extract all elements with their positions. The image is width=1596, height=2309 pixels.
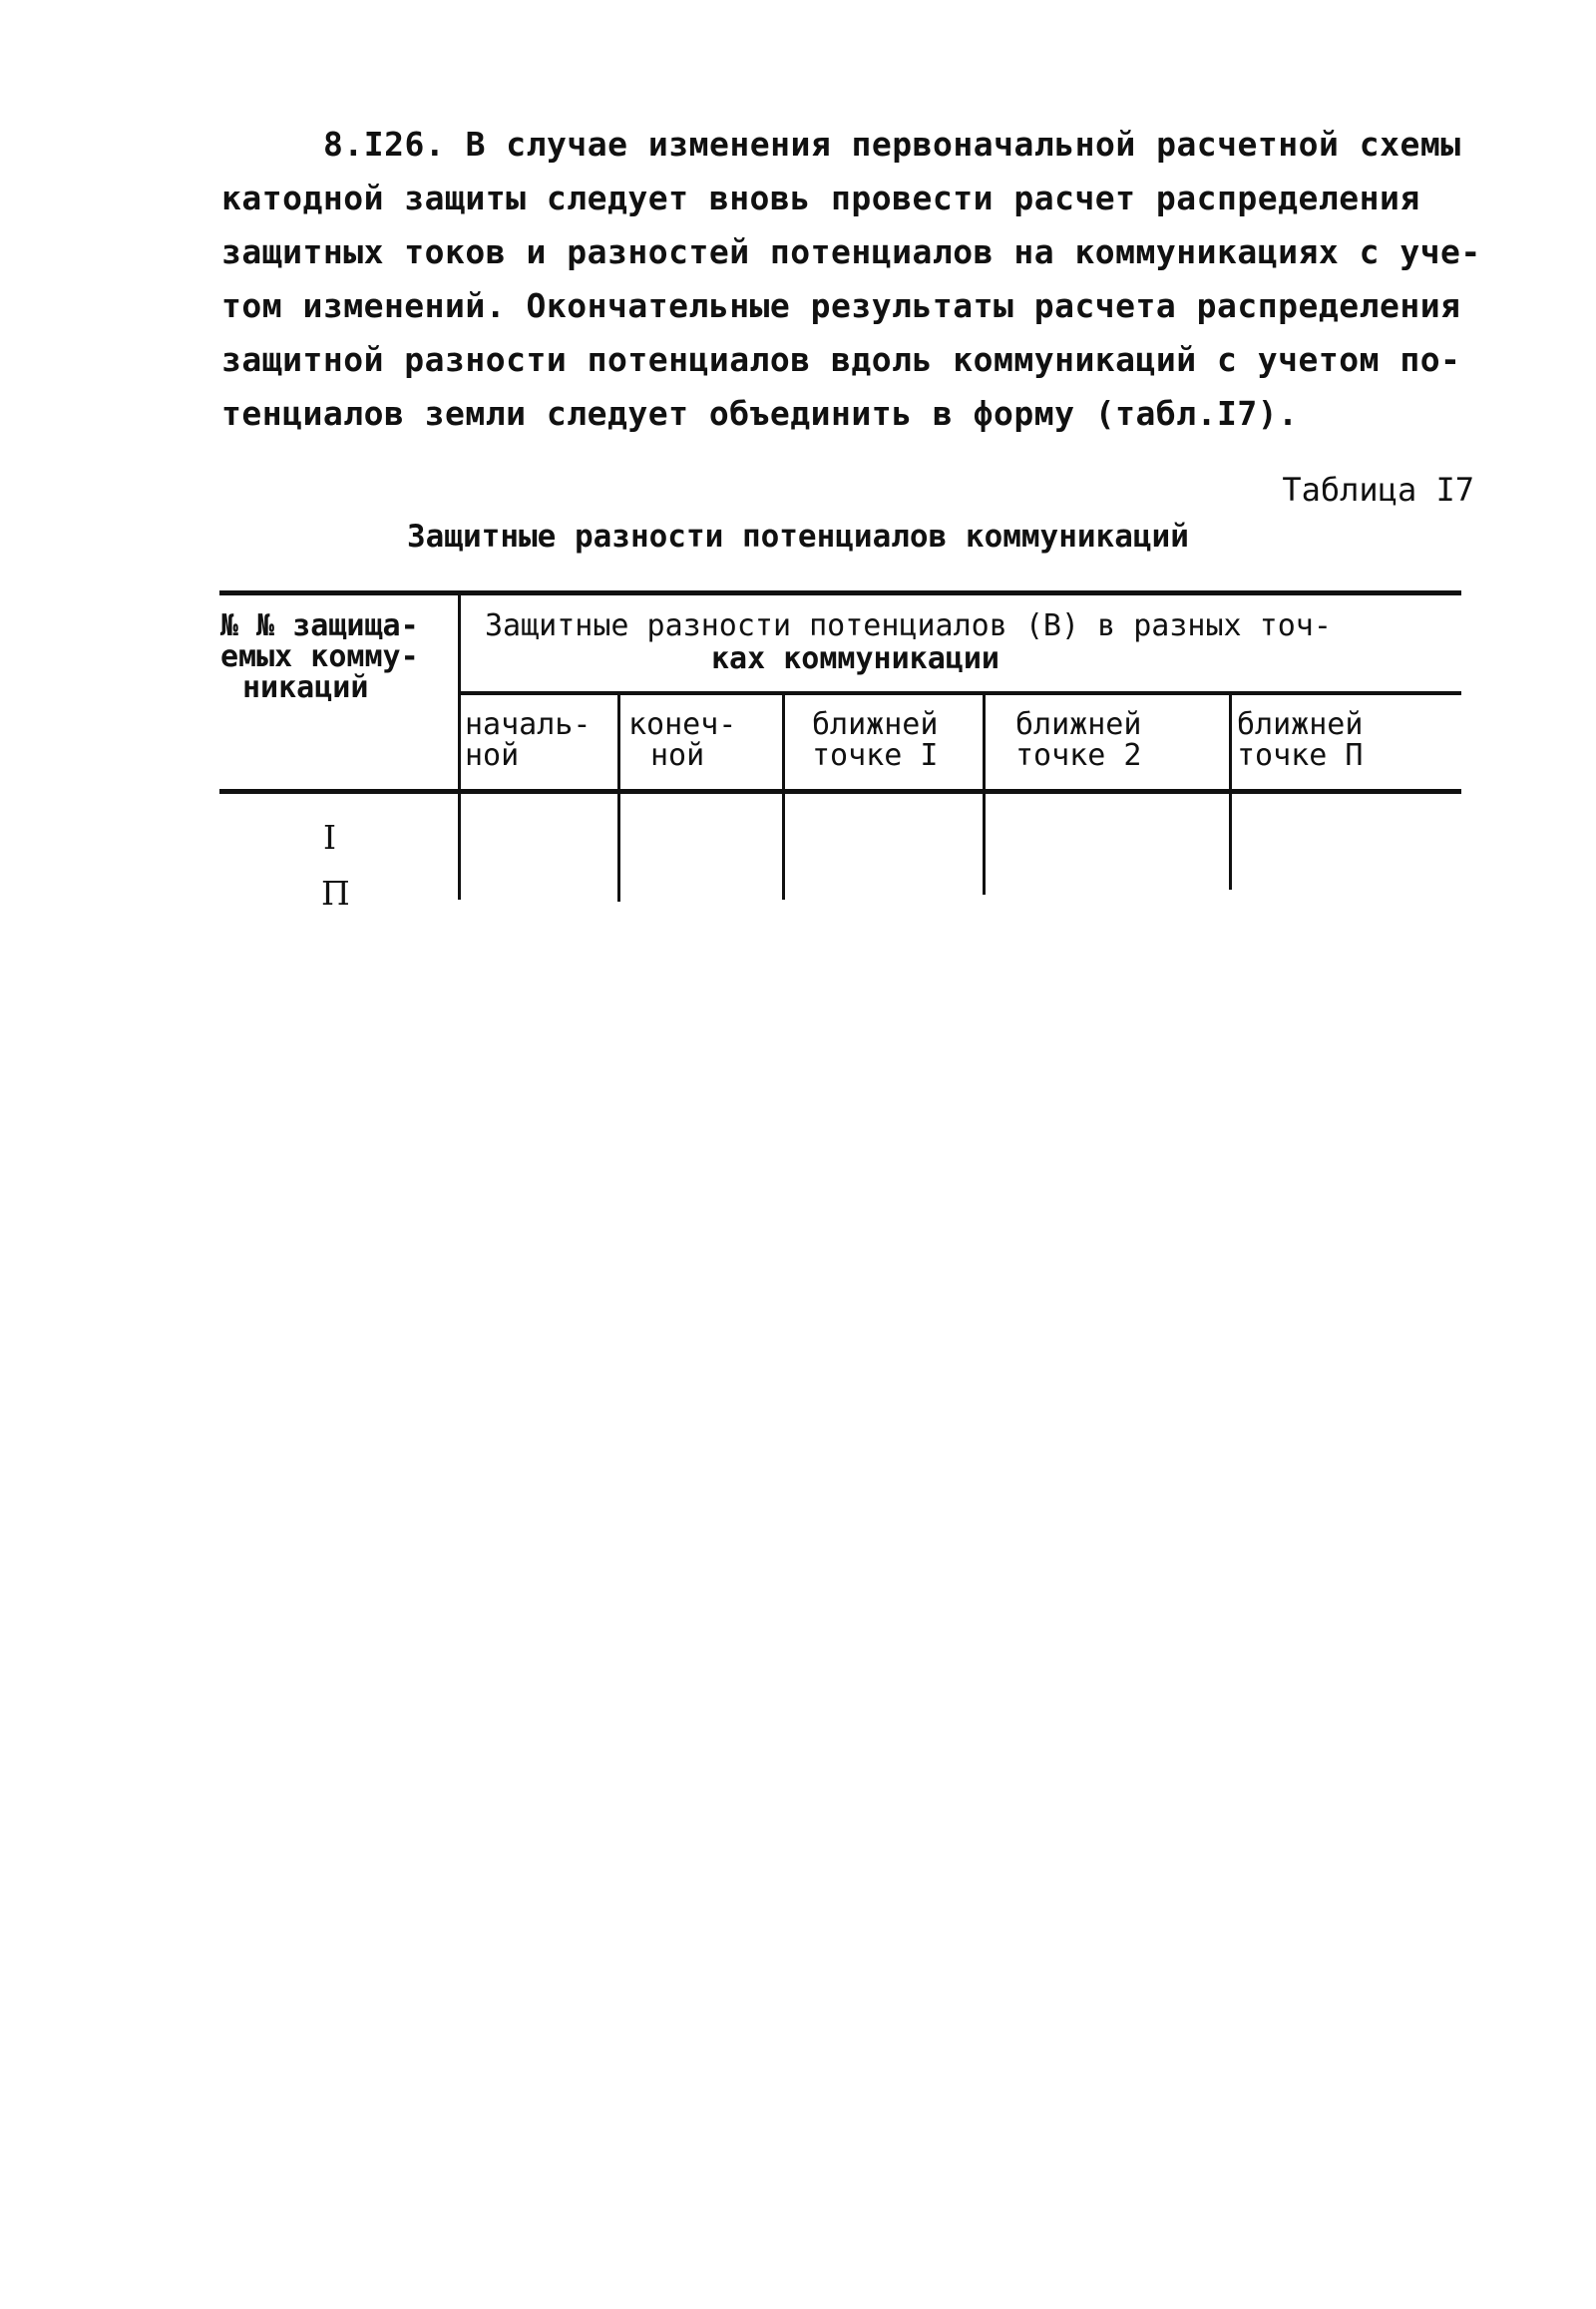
- table-title: Защитные разности потенциалов коммуникаций: [407, 519, 1189, 555]
- table-top-rule: [219, 590, 1461, 595]
- column-header-start: [465, 709, 591, 771]
- paragraph-line: том изменений. Окончательные результаты расчета распределения: [221, 286, 1461, 325]
- column-header-line: ной: [650, 738, 705, 773]
- table-row-label: П: [321, 874, 350, 913]
- column-header-line: ближней: [1237, 707, 1364, 742]
- header-group-line: Защитные разности потенциалов (В) в разных точ-: [485, 608, 1332, 643]
- paragraph-line: 8.I26. В случае изменения первоначальной расчетной схемы: [323, 125, 1461, 164]
- table-vline: [983, 695, 986, 895]
- header-left-line: емых комму-: [220, 639, 419, 674]
- table-vline: [458, 595, 461, 900]
- column-header-line: ближней: [812, 707, 939, 742]
- column-header-line: началь-: [465, 707, 592, 742]
- paragraph-line: катодной защиты следует вновь провести расчет распределения: [221, 179, 1420, 217]
- paragraph-line: тенциалов земли следует объединить в форму (табл.I7).: [221, 394, 1299, 433]
- table-row-label: I: [323, 818, 337, 857]
- column-header-line: конеч-: [628, 707, 737, 742]
- paragraph-line: защитной разности потенциалов вдоль коммуникаций с учетом по-: [221, 340, 1461, 379]
- table-vline: [782, 695, 785, 900]
- column-header-line: точке 2: [1015, 738, 1142, 773]
- table-vline: [1229, 695, 1232, 890]
- column-header-line: ной: [465, 738, 520, 773]
- header-group-line: ках коммуникации: [711, 641, 999, 676]
- column-header-line: точке П: [1237, 738, 1364, 773]
- paragraph-line: защитных токов и разностей потенциалов на коммуникациях с уче-: [221, 232, 1481, 271]
- table-number: Таблица I7: [1282, 471, 1474, 509]
- column-header-end: [628, 709, 736, 771]
- table-vline: [617, 695, 620, 902]
- paragraph-8-126: [221, 118, 1483, 441]
- table-group-rule: [459, 691, 1461, 695]
- column-header-line: точке I: [812, 738, 939, 773]
- header-left-line: № № защища-: [220, 608, 419, 643]
- table-header-bottom-rule: [219, 789, 1461, 794]
- column-header-line: ближней: [1015, 707, 1142, 742]
- header-left-line: никаций: [242, 670, 369, 705]
- column-header-point-2: [1015, 709, 1141, 771]
- column-header-point-n: [1237, 709, 1363, 771]
- column-header-point-1: [812, 709, 938, 771]
